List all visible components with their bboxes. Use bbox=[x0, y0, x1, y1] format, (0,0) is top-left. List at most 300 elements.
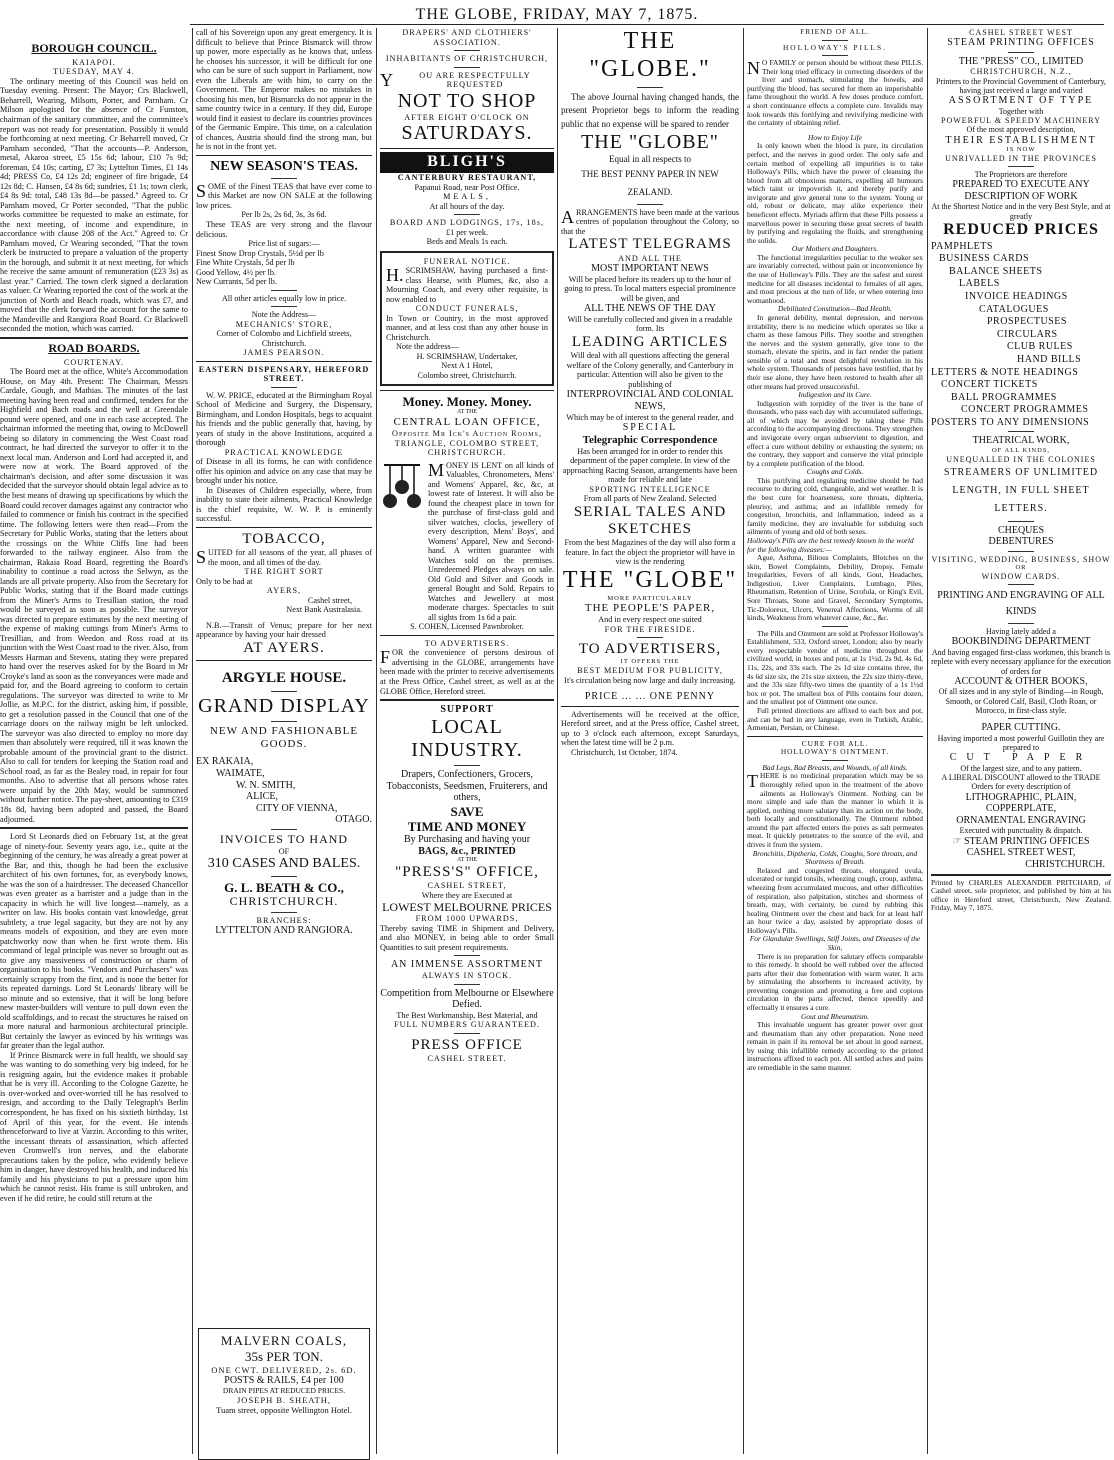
borough-place: KAIAPOI. bbox=[72, 57, 116, 67]
column-4 bbox=[561, 28, 739, 1454]
all-other-articles: All other articles equally low in price. bbox=[221, 293, 347, 303]
ship-name: ALICE, bbox=[246, 791, 278, 803]
section-body: Is only known when the blood is pure, its circulation perfect, and the nerves in good order. The only safe and certain method of expelling all impurities is to take Holloway's Pills, which have the power of cleansing the blood from all obnoxious matters, expelling all humours which taint or impoverish it, and thereby purify and invigorate and give general tone to the system. Young or old, robust or delicate, may alike experience their beneficent effects. Myriads affirm that these Pills possess a marvellous power in securing these great secrets of health by purifying and regulating the fluids, and strengthening the solids. bbox=[747, 141, 923, 245]
blighs-logo: BLIGH'S bbox=[380, 152, 554, 173]
more-particularly: MORE PARTICULARLY bbox=[607, 594, 693, 602]
lowest-prices: LOWEST MELBOURNE PRICES bbox=[382, 899, 552, 914]
funeral-heading: FUNERAL NOTICE. bbox=[423, 256, 511, 266]
at-ayers: AT AYERS. bbox=[243, 639, 325, 656]
sheath-street: Tuam street, opposite Wellington Hotel. bbox=[216, 1405, 352, 1415]
dash bbox=[1008, 166, 1034, 167]
funeral-note: Note the address— bbox=[396, 342, 459, 352]
dash bbox=[454, 984, 480, 985]
paper-cutting: PAPER CUTTING. bbox=[981, 722, 1061, 734]
service-item: HAND BILLS bbox=[1017, 353, 1082, 365]
copperplate: COPPERPLATE, bbox=[985, 803, 1057, 815]
most-approved: Of the most approved description, bbox=[966, 125, 1076, 135]
divider bbox=[561, 706, 739, 707]
deal-with: Will deal with all questions affecting the general welfare of the Colony generally, and Canterbury in particular. Attention will also be given to the publishing of bbox=[566, 351, 734, 389]
has-been-arranged: Has been arranged for in order to render this department of the paper complete. In view of the approaching Racing Season, arrangements have been made for reliable and late bbox=[562, 446, 738, 485]
dash bbox=[1008, 52, 1034, 53]
shortest-notice: At the Shortest Notice and in the very Best Style, and at greatly bbox=[931, 202, 1111, 221]
malvern-coals-box bbox=[198, 1328, 370, 1460]
service-item: INVOICE HEADINGS bbox=[965, 290, 1068, 302]
dash bbox=[1008, 521, 1034, 522]
arrangements: ARRANGEMENTS have been made at the various centres of population throughout the Colony, so that the bbox=[561, 206, 739, 236]
dash bbox=[454, 67, 480, 68]
of-all-kinds: OF ALL KINDS, bbox=[991, 447, 1051, 455]
is-now: IS NOW bbox=[1006, 146, 1036, 154]
new-fashionable: NEW AND FASHIONABLE bbox=[209, 724, 359, 737]
service-item: CIRCULARS bbox=[997, 328, 1058, 340]
service-item: PROSPECTUSES bbox=[987, 316, 1067, 328]
steam-printing-label: STEAM PRINTING OFFICES bbox=[963, 835, 1090, 847]
divider bbox=[196, 660, 372, 661]
latest-telegrams: LATEST TELEGRAMS bbox=[568, 236, 732, 253]
section-body: Indigestion with torpidity of the liver is the bane of thousands, who pass each day with accumulated sufferings, all of which may be avoided by taking these Pills according to the accompanying directions. They strengthen and invigorate every organ subservient to digestion, and effect a cure without debility or exhausting the system; on the contrary, they support and conserve the vital principle by a complete purification of the blood. bbox=[747, 398, 923, 468]
service-item: CLUB RULES bbox=[1007, 341, 1073, 353]
it-offers: IT OFFERS THE bbox=[620, 658, 680, 666]
loan-signature: S. COHEN, Licensed Pawnbroker. bbox=[410, 622, 524, 632]
service-item: POSTERS TO ANY DIMENSIONS bbox=[931, 416, 1090, 428]
at-the-2: AT THE bbox=[456, 857, 478, 864]
loan-body: MONEY IS LENT on all kinds of Valuables, Chronometers, Mens' and Womens' Apparel, &c, &c, at lowest rate of Interest. It will also be found the cheapest place in town for the purchase of first-class gold and silver watches, clocks, jewellery of every description, Mens' Boys', and Womens' Apparel, New and Second-hand. A written guarantee with Watches sold on the premises. Unredeemed Pledges always on sale. Old Gold and Silver and Goods in general Bought and Sold. Repairs to Watches and Jewellery at most moderate charges. Spectacles to suit all sights from 1s 6d a pair. bbox=[428, 459, 554, 622]
argyle-house-heading: ARGYLE HOUSE. bbox=[221, 670, 347, 687]
sold-at: The Pills and Ointment are sold at Professor Holloway's Establishment, 533, Oxford street, London; also by nearly every respectable vendor of medicine throughout the civilized world, in boxes and pots, at 1s 1½d, 2s 9d, 4s 6d, 11s, 22s, and 33s each. The 2s 1d size contains three, the 4s 6d size six, the 21s size sixteen, the 22s size thirty-three, and the 33s size fifty-two times the quantity of a 1s 1½d box or pot. The smallest box of Pills contains four dozen, and the smallest pot of Ointment one ounce. bbox=[747, 628, 923, 707]
from-upwards: FROM 1000 UPWARDS, bbox=[415, 914, 519, 924]
column-1 bbox=[0, 40, 188, 1454]
road-boards-place: COURTENAY. bbox=[63, 357, 125, 367]
bookbinding-body: And having engaged first-class workmen, this branch is replete with every necessary appliance for the execution of orders for bbox=[931, 647, 1111, 676]
sugar-item: New Currants, 5d per lb. bbox=[196, 277, 277, 287]
address-note: Note the Address— bbox=[251, 310, 317, 320]
guillotin: Having imported a most powerful Guillotin they are prepared to bbox=[937, 733, 1105, 753]
ayers-bank: Next Bank Australasia. bbox=[286, 605, 362, 615]
printing-engraving: PRINTING AND ENGRAVING OF ALL KINDS bbox=[937, 590, 1105, 618]
blighs-meals: MEALS, bbox=[443, 192, 491, 202]
immense-assortment: AN IMMENSE ASSORTMENT bbox=[390, 959, 544, 971]
drain-pipes: DRAIN PIPES AT REDUCED PRICES. bbox=[222, 1386, 346, 1395]
funeral-body: H.SCRIMSHAW, having purchased a first-class Hearse, with Plumes, &c, also a Mourning Coach, and every other requisite, is now enabled to bbox=[386, 265, 548, 304]
dash bbox=[271, 721, 297, 722]
pawnbroker-balls-icon bbox=[380, 461, 424, 513]
dash bbox=[271, 387, 297, 388]
sheath-name: JOSEPH B. SHEATH, bbox=[237, 1395, 331, 1405]
telegraphic-correspondence: Telegraphic Correspondence bbox=[582, 433, 718, 446]
blighs-address: Papanui Road, near Post Office. bbox=[414, 182, 520, 192]
unrivalled: UNRIVALLED IN THE PROVINCES bbox=[945, 153, 1097, 163]
divider bbox=[931, 874, 1111, 876]
teas-note: These TEAS are very strong and the flavour delicious. bbox=[196, 220, 372, 239]
divider bbox=[380, 148, 554, 149]
globe-title: THE "GLOBE." bbox=[589, 28, 711, 82]
divider bbox=[380, 635, 554, 636]
their-establishment: THEIR ESTABLISHMENT bbox=[945, 134, 1097, 146]
glandular-body: There is no preparation for salutary effects comparable to this remedy. It should be well rubbed over the affected parts after their due fomentation with warm water. It acts by stimulating the absorbents to increased activity, by preventing congestion and promoting a free and copious circulation in the parts affected, thence speedily and effectually it ensures a cure. bbox=[747, 951, 923, 1013]
dash bbox=[271, 290, 297, 291]
dash bbox=[822, 760, 848, 761]
press-office-footer: PRESS OFFICE bbox=[411, 1036, 523, 1053]
column-rule bbox=[927, 28, 928, 1454]
conduct-funerals: CONDUCT FUNERALS, bbox=[415, 304, 519, 314]
branches-label: BRANCHES: bbox=[256, 915, 312, 925]
drapers-to: INHABITANTS OF CHRISTCHURCH, bbox=[385, 54, 549, 64]
cashel-street-west: CASHEL STREET WEST bbox=[969, 28, 1073, 37]
carefully-collected: Will be carefully collected and given in a readable form. Its bbox=[567, 314, 733, 334]
to-advertisers-body: FOR the convenience of persons desirous of advertising in the GLOBE, arrangements have been made with the printer to receive advertisements at the Press Office, Cashel street, as well as at the GLOBE Office, Hereford street. bbox=[380, 647, 554, 696]
best-remedy: Holloway's Pills are the best remedy known in the world for the following diseases:— bbox=[747, 535, 914, 554]
section-title: How to Enjoy Life bbox=[808, 132, 862, 142]
store-owner: JAMES PEARSON. bbox=[243, 348, 325, 358]
steam-printing-offices-2 bbox=[931, 836, 1111, 848]
borough-report: The ordinary meeting of this Council was held on Tuesday evening. Present: The Mayor; Crs Blackwell, Beharrell, Wearing, Milsom, Porter, and Parnham. Cr Milson apologised for the absence of Cr Funston, chairman of the sanitary committee, and the committee's report was not ready for presentation. Possibly it would be forthcoming at next meeting. Cr Beharrell moved, Cr Parnham seconded, "That the accounts—P. Anderson, metal, Akaroa street, £5 15s 6d; labour, £10 7s 9d; foreman, £4 10s; carting, £7 3s; Lyttelton Times, £1 14s 4d; PRESS Co, £4 12s 2d; engineer of fire brigade, £4 12s 8d; C. Hansen, £4 8s 6d; sundries, £1 1s; town clerk, £4 8s 9d: total, £48 13s 8d—be passed." Agreed to. Cr Parnham moved, Cr Porter seconded, "That the public works committee be requested to make an estimate, for the next meeting, of income and expenditure, in accordance with clause 208 of the Act." Agreed to. Cr Parnham moved, Cr Wearing seconded, "That the town clerk be instructed to prepare a valuation of the property in the borough, and submit it at next meeting, for which he receive the same amount of remuneration (£23 3s) as last year." Carried. The town clerk signed a declaration as valuer. Cr Wearing reported the cost of the work at the junction of North and Beach roads, which was £7, and moved that the clerk forward the account for the same to the Mandeville and Rangiora Road Board. Cr Blackwell seconded the motion, which was carried. bbox=[0, 76, 188, 334]
road-boards-heading: ROAD BOARDS. bbox=[48, 340, 140, 355]
largest-size: Of the largest size, and to any pattern. bbox=[960, 763, 1082, 773]
globe-intro: The above Journal having changed hands, the present Proprietor begs to inform the reading public that no expense will be spared to render bbox=[561, 91, 739, 129]
best-workmanship: The Best Workmanship, Best Material, and bbox=[396, 1010, 538, 1020]
special-label: SPECIAL bbox=[622, 422, 678, 434]
sugar-item: Finest Snow Drop Crystals, 5½d per lb bbox=[196, 248, 324, 258]
friend-of-all: FRIEND OF ALL. bbox=[800, 28, 870, 36]
malvern-coals: MALVERN COALS, bbox=[220, 1333, 348, 1348]
beath-city: CHRISTCHURCH. bbox=[229, 893, 339, 908]
bronchitis-title: Bronchitis, Diptheria, Colds, Coughs, Sore throats, and Shortness of Breath. bbox=[752, 848, 918, 867]
section-title: Coughs and Colds. bbox=[806, 467, 864, 477]
price-one-penny: PRICE ... ... ONE PENNY bbox=[584, 691, 716, 703]
dash bbox=[1008, 551, 1034, 552]
section-title: Debilitated Constitution—Bad Health. bbox=[778, 304, 892, 314]
dash bbox=[271, 912, 297, 913]
cashel-street-footer: CASHEL STREET. bbox=[427, 1054, 507, 1064]
money-heading: Money. Money. Money. bbox=[402, 394, 532, 410]
masthead: THE GLOBE, FRIDAY, MAY 7, 1875. bbox=[415, 6, 699, 23]
posts-and-rails: POSTS & RAILS, £4 per 100 bbox=[224, 1375, 344, 1386]
section-title: Our Mothers and Daughters. bbox=[791, 244, 879, 254]
bookbinding-department: BOOKBINDING DEPARTMENT bbox=[951, 636, 1091, 648]
globe-date: Christchurch, 1st October, 1874. bbox=[571, 747, 678, 757]
column-5 bbox=[747, 28, 923, 1454]
dash bbox=[1008, 584, 1034, 585]
dash bbox=[822, 40, 848, 41]
press-co: THE "PRESS" CO., LIMITED bbox=[958, 55, 1084, 67]
blighs-hours: At all hours of the day. bbox=[429, 201, 505, 211]
section-body: This purifying and regulating medicine should be had recourse to during cold, changeable, and wet weather. It is the best cure for hoarseness, sore throats, diphteria, pleurisy, and asthma; and an infallible remedy for congestion, bronchitis, and inflammation, indeed as a family medicine, they are invaluable for subduing such ailments of young and old of both sexes. bbox=[747, 475, 923, 537]
holloways-ointment-heading: HOLLOWAY'S OINTMENT. bbox=[780, 747, 890, 757]
ointment-subtitle: Bad Legs, Bad Breasts, and Wounds, of all kinds. bbox=[762, 762, 908, 772]
dash bbox=[637, 204, 663, 205]
time-and-money: TIME AND MONEY bbox=[407, 818, 527, 834]
every-respect: And in every respect one suited bbox=[598, 615, 702, 625]
holloways-pills-heading: HOLLOWAY'S PILLS. bbox=[782, 42, 888, 52]
divider bbox=[747, 736, 923, 737]
diseases-list: Ague, Asthma, Bilious Complaints, Blotches on the skin, Bowel Complaints, Debility, Dropsy, Female Irregularities, Fevers of all kinds, Gout, Headaches, Indigestion, Liver Complaints, Lumbago, Piles, Rheumatism, Retention of Urine, Scrofula, or King's Evil, Sore Throats, Stone and Gravel, Secondary Symptoms, Tic-Doloreux, Ulcers, Venereal Affections, Worms of all kinds, Weakness from whatever cause, &c., &c. bbox=[747, 553, 923, 623]
ship-name: EX RAKAIA, bbox=[196, 756, 254, 768]
ship-name: OTAGO. bbox=[335, 814, 372, 826]
dash bbox=[637, 637, 663, 638]
lately-added: Having lately added a bbox=[986, 627, 1056, 637]
divider bbox=[380, 699, 554, 701]
pills-intro: NO FAMILY or person should be without these PILLS. Their long tried efficacy in correcting disorders of the liver and stomach, stimulating the bowels, and purifying the blood, has secured for them an imperishable fame throughout the world. A few doses produce comfort, a short continuance effects a complete cure. Invalids may look towards this fortifying and revivifying medicine with the certainty of obtaining relief. bbox=[747, 58, 923, 128]
drapers-title-2: ASSOCIATION. bbox=[433, 37, 501, 47]
support-trades: Drapers, Confectioners, Grocers, Tobacconists, Seedsmen, Fruiterers, and others, bbox=[386, 769, 548, 804]
ship-name: W. N. SMITH, bbox=[236, 779, 296, 791]
drapers-title: DRAPERS' AND CLOTHIERS' bbox=[402, 28, 532, 37]
dash bbox=[454, 765, 480, 766]
funeral-next: Next A 1 Hotel, bbox=[441, 361, 493, 371]
steam-printing-offices: STEAM PRINTING OFFICES bbox=[947, 37, 1095, 49]
account-books: ACCOUNT & OTHER BOOKS, bbox=[954, 675, 1088, 687]
service-item: PAMPHLETS bbox=[931, 240, 993, 252]
divider bbox=[196, 155, 372, 156]
prepared-to-execute: PREPARED TO EXECUTE ANY bbox=[952, 179, 1090, 191]
dash bbox=[637, 87, 663, 88]
printers-to: Printers to the Provincial Government of Canterbury, having just received a large and varied bbox=[936, 76, 1106, 95]
coal-price: 35s PER TON. bbox=[245, 1349, 323, 1364]
visiting-cards: VISITING, WEDDING, BUSINESS, SHOW bbox=[931, 555, 1111, 565]
and-all-the: AND ALL THE bbox=[618, 253, 682, 263]
blighs-restaurant: CANTERBURY RESTAURANT, bbox=[397, 173, 537, 183]
always-in-stock: ALWAYS IN STOCK. bbox=[421, 971, 513, 981]
bismarck-paragraph: If Prince Bismarck were in full health, we should say he was wanting to do something very big indeed, for he is resigning again, but the evidence makes it probable that he is very ill. According to the Cologne Gazette, he is over-worked and over-worried till he has resolved to resign, and according to the Daily Telegraph's Berlin correspondent, he has fixed on his sixtieth birthday, 1st of April of this year, for the event. He intends thenceforward to live at Varzin. According to this writer, the incessant threats of assassination, which affected even Cromwell's iron nerves, and the elaborate precautions taken by the police, who evidently believe him in danger, have destroyed his health, and induced his family and his physicians to put a pressure upon him which he cannot resist. His frame is still unbroken, and even if he did retire, he could still return at the bbox=[0, 1050, 188, 1203]
practical-knowledge: PRACTICAL KNOWLEDGE bbox=[224, 447, 344, 457]
local-industry: LOCAL INDUSTRY. bbox=[411, 715, 523, 761]
cure-for-all: CURE FOR ALL. bbox=[801, 738, 869, 748]
description-of-work: DESCRIPTION OF WORK bbox=[964, 190, 1078, 202]
ayers-name: AYERS, bbox=[266, 586, 302, 596]
placed-before: Will be placed before its readers up to the hour of going to press. To local matters especial prominence will be given, and bbox=[564, 274, 736, 303]
thereby-saving: Thereby saving TIME in Shipment and Delivery, and also MONEY, in being able to order Small Quantities to suit present requirements. bbox=[380, 923, 554, 952]
circulation: It's circulation being now large and daily increasing. bbox=[564, 675, 736, 685]
tobacco-body: SUITED for all seasons of the year, all phases of the moon, and all times of the day. bbox=[196, 547, 372, 568]
blighs-week: £1 per week. bbox=[445, 227, 489, 237]
road-boards-report: The Board met at the office, White's Accommodation House, on May 4th. Present: The Chairman, Messrs Cardale, Gough, and Mathias. The minutes of the last meeting having been read and confirmed, tenders for the Highfield and Bach roads and the well at Greendale pound were opened, and one in each case accepted. The chairman informed the meeting that, owing to McDowell being so dilatory in commencing the West Coast road contract, he had directed the surveyor to offer it to the next local man. Anderson and Lord had accepted it, and were now at work. The Board approved of the chairman's decision, and after some discussion it was decided that the surveyor should obtain legal advice as to the best means of drawing up specifications by which the Board could recover damages against any contractor who failed to commence or finish his contract in the specified time. The following letters were then read—From the Secretary for Public Works, stating that the letters about the crossings on the White Cliffs line had been forwarded to the railway engineer. Also from the chairman, Rakaia Road Board, regretting the Board's inability to continue a road across the Selwyn, as the lands are all private property. Also from the Secretary for Public Works, stating that if the Board made cuttings from the Miner's Arms to Tresillian station, the road would be surveyed as soon as possible. The surveyor was directed to prepare estimates by the next meeting of the expense of making cuttings from Miner's Arms to Tresillian, and from Weedon and Ross road at its junction with the West Coast road to the river. Also, from Messrs Harman and Stevens, stating they were prepared to hand over the reserves asked for by the Board in Mr Croyke's land as soon as the conveyances were made and paid for, and the Board agreeing to conform to certain regulations. The surveyor was directed to write to Mr Jollie, as M.P.C. for the district, asking him, if possible, to get a resolution passed in the Council that one of the carriage doors on the railway might be left unlocked. The surveyor was also directed to employ no more day men than absolutely were required, till it was known the probable amount of the provincial grant to the district. Also to call for tenders for keeping the Station road and School road, as far as the Bealey road, in repair for four months. Also to advertise that all persons whose rates were unpaid by the 20th May, would be summoned without further notice. The pay-sheet, amounting to £319 18s 8d, having been adopted and passed, the Board adjourned. bbox=[0, 367, 188, 824]
not-to-shop: NOT TO SHOP bbox=[397, 89, 537, 112]
best-penny-paper: THE BEST PENNY PAPER IN NEW ZEALAND. bbox=[581, 168, 719, 197]
of-label: OF bbox=[278, 846, 290, 856]
pointing-hand-icon: ☞ bbox=[952, 835, 962, 847]
globe-name: THE "GLOBE" bbox=[581, 131, 719, 154]
streamers: STREAMERS OF UNLIMITED LENGTH, IN FULL SHEET LETTERS. bbox=[943, 466, 1099, 514]
mechanics-store: MECHANICS' STORE, bbox=[235, 319, 333, 329]
support-label: SUPPORT bbox=[440, 704, 494, 716]
service-item: LABELS bbox=[959, 278, 1000, 290]
dash bbox=[271, 306, 297, 307]
section-body: In general debility, mental depression, and nervous irritability, there is no medicine which operates so like a charm as these famous Pills. They soothe and strengthen the nerves and the system generally, give tone to the stomach, elevate the spirits, and in fact render the patient sensible of a total and most delightful revolution in his whole system. Thousands of persons have testified, that by their use alone, they have been restored to health after all other means had proved unsuccessful. bbox=[747, 312, 923, 391]
loan-opposite: Opposite Mr Ick's Auction Rooms, TRIANGLE, COLOMBO STREET, CHRISTCHURCH. bbox=[392, 429, 542, 458]
sugar-item: Fine White Crystals, 5d per lb bbox=[196, 258, 295, 268]
printers-imprint: Printed by CHARLES ALEXANDER PRITCHARD, of Cashel street, sole proprietor, and published by him at his office in Hereford street, Christchurch, New Zealand. Friday, May 7, 1875. bbox=[931, 877, 1111, 913]
where-executed: Where they are Executed at bbox=[421, 890, 513, 900]
liberal-discount: A LIBERAL DISCOUNT allowed to the TRADE bbox=[941, 773, 1101, 783]
serial-tales: SERIAL TALES AND SKETCHES bbox=[573, 503, 727, 537]
peoples-paper: THE PEOPLE'S PAPER, bbox=[584, 602, 716, 615]
dash bbox=[822, 626, 848, 627]
service-item: CONCERT TICKETS bbox=[941, 379, 1038, 391]
most-important-news: MOST IMPORTANT NEWS bbox=[591, 263, 709, 275]
dash bbox=[271, 691, 297, 692]
for-the-fireside: FOR THE FIRESIDE. bbox=[604, 624, 696, 634]
reduced-prices: REDUCED PRICES bbox=[943, 221, 1099, 239]
dispensary-heading: EASTERN DISPENSARY, HEREFORD STREET. bbox=[198, 364, 370, 384]
only-at: Only to be had at bbox=[196, 576, 253, 586]
after-eight: AFTER EIGHT O'CLOCK ON bbox=[404, 112, 530, 122]
teas-prices: Per lb 2s, 2s 6d, 3s, 3s 6d. bbox=[241, 210, 327, 220]
equal-respects: Equal in all respects to bbox=[609, 154, 691, 165]
column-6 bbox=[931, 28, 1111, 1454]
column-rule bbox=[743, 28, 744, 1454]
divider bbox=[196, 527, 372, 528]
tobacco-heading: TOBACCO, bbox=[242, 530, 326, 547]
leading-articles: LEADING ARTICLES bbox=[571, 334, 729, 350]
bags-printed: BAGS, &c., PRINTED bbox=[418, 845, 516, 857]
all-the-news: ALL THE NEWS OF THE DAY bbox=[584, 303, 716, 315]
divider bbox=[0, 337, 188, 339]
best-magazines: From the best Magazines of the day will also form a feature. In fact the object the proprietor will have in view is the rendering bbox=[564, 538, 736, 567]
which-may-be: Which may be of interest to the general reader, and bbox=[566, 412, 734, 422]
or-label: OR bbox=[1015, 564, 1027, 572]
advertisements-received: Advertisements will be received at the office, Hereford street, and at the Press office, Cashel street, up to 3 o'clock each afternoon, except Saturdays, when the latest time will be 2 p.m. bbox=[561, 709, 739, 748]
gout-body: This invaluable unguent has greater power over gout and rheumatism than any other preparation. None need remain in pain if its removal be set about in good earnest, by using this infallible remedy according to the printed instructions affixed to each pot. All settled aches and pains are remediable in the same manner. bbox=[747, 1020, 923, 1073]
blighs-board: BOARD AND LODGINGS, 17s, 18s, bbox=[389, 218, 545, 228]
dash bbox=[454, 955, 480, 956]
ointment-body: THERE is no medicinal preparation which may be so thoroughly relied upon in the treatment of the above ailments as Holloway's Ointment. Nothing can be more simple and safe than the manner in which it is applied, nothing more salutary than its action on the body, both locally and constitutionally. The Ointment rubbed around the part affected enters the pores as salt permeates meat. It quickly penetrates to the source of the evil, and drives it from the system. bbox=[747, 771, 923, 850]
dash bbox=[1008, 718, 1034, 719]
sporting-intelligence: SPORTING INTELLIGENCE bbox=[589, 484, 711, 494]
interprovincial-news: INTERPROVINCIAL AND COLONIAL NEWS, bbox=[566, 389, 734, 413]
executed-dispatch: Executed with punctuality & dispatch. bbox=[959, 826, 1083, 836]
dash bbox=[1008, 623, 1034, 624]
dispensary-body: W. W. PRICE, educated at the Birmingham Royal School of Medicine and Surgery, the Dispensary, Birmingham, and London Hospitals, begs to acquaint his friends and the public generally that, having, by years of study in the above Institutions, acquired a thorough bbox=[196, 390, 372, 448]
goods: GOODS. bbox=[260, 737, 308, 750]
divider bbox=[196, 361, 372, 362]
best-medium: BEST MEDIUM FOR PUBLICITY, bbox=[577, 665, 723, 675]
binding-sizes: Of all sizes and in any style of Binding—in Rough, Smooth, or Colored Calf, Basil, Cloth Roan, or Morocco, in first-class style. bbox=[938, 687, 1104, 715]
purchasing-text: By Purchasing and having your bbox=[403, 833, 531, 845]
dispensary-body-3: In Diseases of Children especially, where, from inability to state their ailments, Practical Knowledge is the chief requisite, W. W. P. is eminently successful. bbox=[196, 485, 372, 524]
divider bbox=[380, 390, 554, 391]
cwt-delivered: ONE CWT. DELIVERED, 2s. 6D. bbox=[211, 1365, 357, 1375]
service-item: LETTERS & NOTE HEADINGS bbox=[931, 366, 1079, 378]
cases-and-bales: 310 CASES AND BALES. bbox=[207, 856, 361, 872]
window-cards: WINDOW CARDS. bbox=[981, 571, 1061, 581]
ship-name: CITY OF VIENNA, bbox=[256, 802, 338, 814]
dash bbox=[454, 50, 480, 51]
from-all-parts: From all parts of New Zealand. Selected bbox=[583, 494, 717, 504]
printed-directions: Full printed directions are affixed to each box and pot, and can be had in any language, even in Turkish, Arabic, Armenian, Persian, or Chinese. bbox=[747, 705, 923, 733]
ornamental-engraving: ORNAMENTAL ENGRAVING bbox=[956, 814, 1086, 826]
central-loan-office: CENTRAL LOAN OFFICE, bbox=[393, 416, 541, 429]
service-item: CATALOGUES bbox=[979, 303, 1049, 315]
dash bbox=[271, 829, 297, 830]
teas-heading: NEW SEASON'S TEAS. bbox=[210, 158, 358, 174]
funeral-street: Colombo street, Christchurch. bbox=[417, 370, 517, 380]
cut-paper: CUT PAPER bbox=[949, 752, 1093, 764]
together-with: Together with bbox=[998, 106, 1044, 116]
teas-body: SOME of the Finest TEAS that have ever come to this Market are now ON SALE at the following low prices. bbox=[196, 180, 372, 210]
saturdays: SATURDAYS. bbox=[401, 122, 533, 145]
proprietors-therefore: The Proprietors are therefore bbox=[974, 170, 1068, 180]
masthead-rule bbox=[190, 24, 1104, 25]
printing-services-list bbox=[931, 241, 1111, 429]
funeral-body-2: In Town or Country, in the most approved manner, and at less cost than any other house in Christchurch. bbox=[386, 313, 548, 342]
lithographic: LITHOGRAPHIC, PLAIN, bbox=[965, 791, 1077, 803]
gout-title: Gout and Rheumatism. bbox=[801, 1011, 869, 1021]
borough-date: TUESDAY, MAY 4. bbox=[53, 67, 135, 77]
beath-firm: G. L. BEATH & CO., bbox=[224, 879, 344, 895]
bronchitis-body: Relaxed and congested throats, elongated uvula, ulcerated or turgid tonsils, wheezing cough, croup, asthma, wheezing from accumulated mucous, and other difficulties of respiration, also palpitation, stitches and shortness of breath, may, with certainty, be cured by rubbing this healing Ointment over the chest and back for at least half an hour twice a day, assisted by appropriate doses of Holloway's Pills. bbox=[747, 865, 923, 935]
cashel-street: CASHEL STREET, bbox=[427, 881, 507, 891]
to-advertisers-heading: TO ADVERTISERS. bbox=[424, 638, 510, 648]
sugar-item: Good Yellow, 4½ per lb. bbox=[196, 267, 276, 277]
dash bbox=[454, 1033, 480, 1034]
dash bbox=[271, 876, 297, 877]
ship-name: WAIMATE, bbox=[216, 768, 265, 780]
globe-name-2: THE "GLOBE" bbox=[562, 566, 738, 593]
to-advertisers-globe: TO ADVERTISERS, bbox=[578, 641, 722, 658]
service-item: BALANCE SHEETS bbox=[949, 265, 1043, 277]
st-leonards-paragraph: Lord St Leonards died on February 1st, at the great age of ninety-four. Seventy years ago, i.e., quite at the beginning of the century, he was already a great power at the Bar, and this, though he had been the exclusive architect of his own fortunes, for, as everybody knows, he was the son of a hairdresser. The deceased Chancellor was even greater as a barrister and a judge than in the capacity in which he will live longest—namely, as a writer on law. His books contain vast knowledge, great subtlety, a true legal sagacity, but they are not by any means models of exposition, and they are even more patchworky now than when he first wrote them. His command of legal principle was never so brought out as to give any massiveness of construction or charm of organisation to his books. "Vendors and Purchasers" was certainly scrappy from the first, and is none the better for its repeated darnings. Lord St Leonards' library will be so minute and so extensive, that it will be long before new master-builders will venture to pull down even the old scaffoldings, and to recast the structures he raised on a more natural and harmonious architectural principle. But certainly the lawyer as evinced by his writings was far greater than the legal author. bbox=[0, 832, 188, 1051]
cheques: CHEQUES bbox=[997, 524, 1045, 536]
service-item: BALL PROGRAMMES bbox=[951, 391, 1057, 403]
powerful-machinery: POWERFUL & SPEEDY MACHINERY bbox=[941, 116, 1101, 126]
debentures: DEBENTURES bbox=[988, 536, 1054, 548]
glandular-title: For Glandular Swellings, Stiff Joints, and Diseases of the Skin, bbox=[749, 934, 921, 952]
dash bbox=[1008, 431, 1034, 432]
service-item: CONCERT PROGRAMMES bbox=[961, 404, 1089, 416]
column-2 bbox=[196, 28, 372, 1454]
ayers-street: Cashel street, bbox=[307, 595, 352, 605]
save-label: SAVE bbox=[450, 803, 484, 819]
funeral-name: H. SCRIMSHAW, Undertaker, bbox=[416, 351, 518, 361]
drapers-request: YOU ARE RESPECTFULLY REQUESTED bbox=[380, 69, 531, 90]
christchurch-2: CHRISTCHURCH. bbox=[1025, 858, 1105, 870]
dispensary-body-2: of Disease in all its forms, he can with confidence offer his opinion and advice on any case that may be brought under his notice. bbox=[196, 457, 372, 486]
bismarck-continued: call of his Sovereign upon any great emergency. It is difficult to believe that Prince Bismarck will throw up power, more especially as he knows that, unless he chooses his successor, it will be difficult for one who can be sure of such support in Parliament, now even the Liberals are with him, to carry on the Government. The Emperor makes no mistakes in choosing his men, but Bismarcks do not appear in the same country twice in a century. If they did, Europe would find it easiest to declare its countries provinces of the Germanic Empire. This time, on a calculation of chances, Austria should find the strong man, but he is not in the front yet. bbox=[196, 28, 372, 152]
funeral-notice-box bbox=[380, 251, 554, 387]
branch-list: LYTTELTON AND RANGIORA. bbox=[215, 925, 353, 937]
christchurch-nz: CHRISTCHURCH, N.Z., bbox=[970, 67, 1072, 77]
unequalled-colonies: UNEQUALLED IN THE COLONIES bbox=[946, 454, 1096, 464]
dash bbox=[271, 178, 297, 179]
sugars-title: Price list of sugars:— bbox=[248, 239, 320, 249]
column-rule bbox=[557, 28, 558, 1454]
assortment-of-type: ASSORTMENT OF TYPE bbox=[948, 95, 1094, 107]
column-rule bbox=[192, 28, 193, 1454]
at-the: AT THE bbox=[456, 409, 478, 416]
theatrical-work: THEATRICAL WORK, bbox=[972, 435, 1070, 447]
orders-for: Orders for every description of bbox=[971, 782, 1071, 792]
borough-council-heading: BOROUGH COUNCIL. bbox=[31, 41, 157, 55]
section-title: Indigestion and its Cure. bbox=[798, 390, 872, 400]
column-rule bbox=[376, 28, 377, 1454]
transit-of-venus-note: N.B.—Transit of Venus; prepare for her next appearance by having your hair dressed bbox=[196, 620, 372, 640]
press-office: "PRESS'S" OFFICE, bbox=[395, 864, 539, 881]
competition-defied: Competition from Melbourne or Elsewhere Defied. bbox=[380, 987, 554, 1011]
blighs-beds: Beds and Meals 1s each. bbox=[426, 237, 508, 247]
service-item: BUSINESS CARDS bbox=[939, 253, 1030, 265]
invoices-to-hand: INVOICES TO HAND bbox=[219, 832, 349, 847]
grand-display: GRAND DISPLAY bbox=[198, 694, 370, 717]
section-body: The functional irregularities peculiar to the weaker sex are invariably corrected, without pain or inconvenience by the use of Holloway's Pills. They are the safest and surest medicine for all diseases incidental to females of all ages, and most precious at the turn of life, or when entering into womanhood. bbox=[747, 252, 923, 305]
dash bbox=[822, 55, 848, 56]
dash bbox=[454, 214, 480, 215]
column-3 bbox=[380, 28, 554, 1454]
cashel-street-west-2: CASHEL STREET WEST, bbox=[966, 847, 1076, 859]
right-sort: THE RIGHT SORT bbox=[244, 567, 324, 577]
divider bbox=[0, 827, 188, 829]
store-corner: Corner of Colombo and Lichfield streets, Christchurch. bbox=[216, 329, 352, 348]
full-numbers: FULL NUMBERS GUARANTEED. bbox=[394, 1020, 540, 1030]
